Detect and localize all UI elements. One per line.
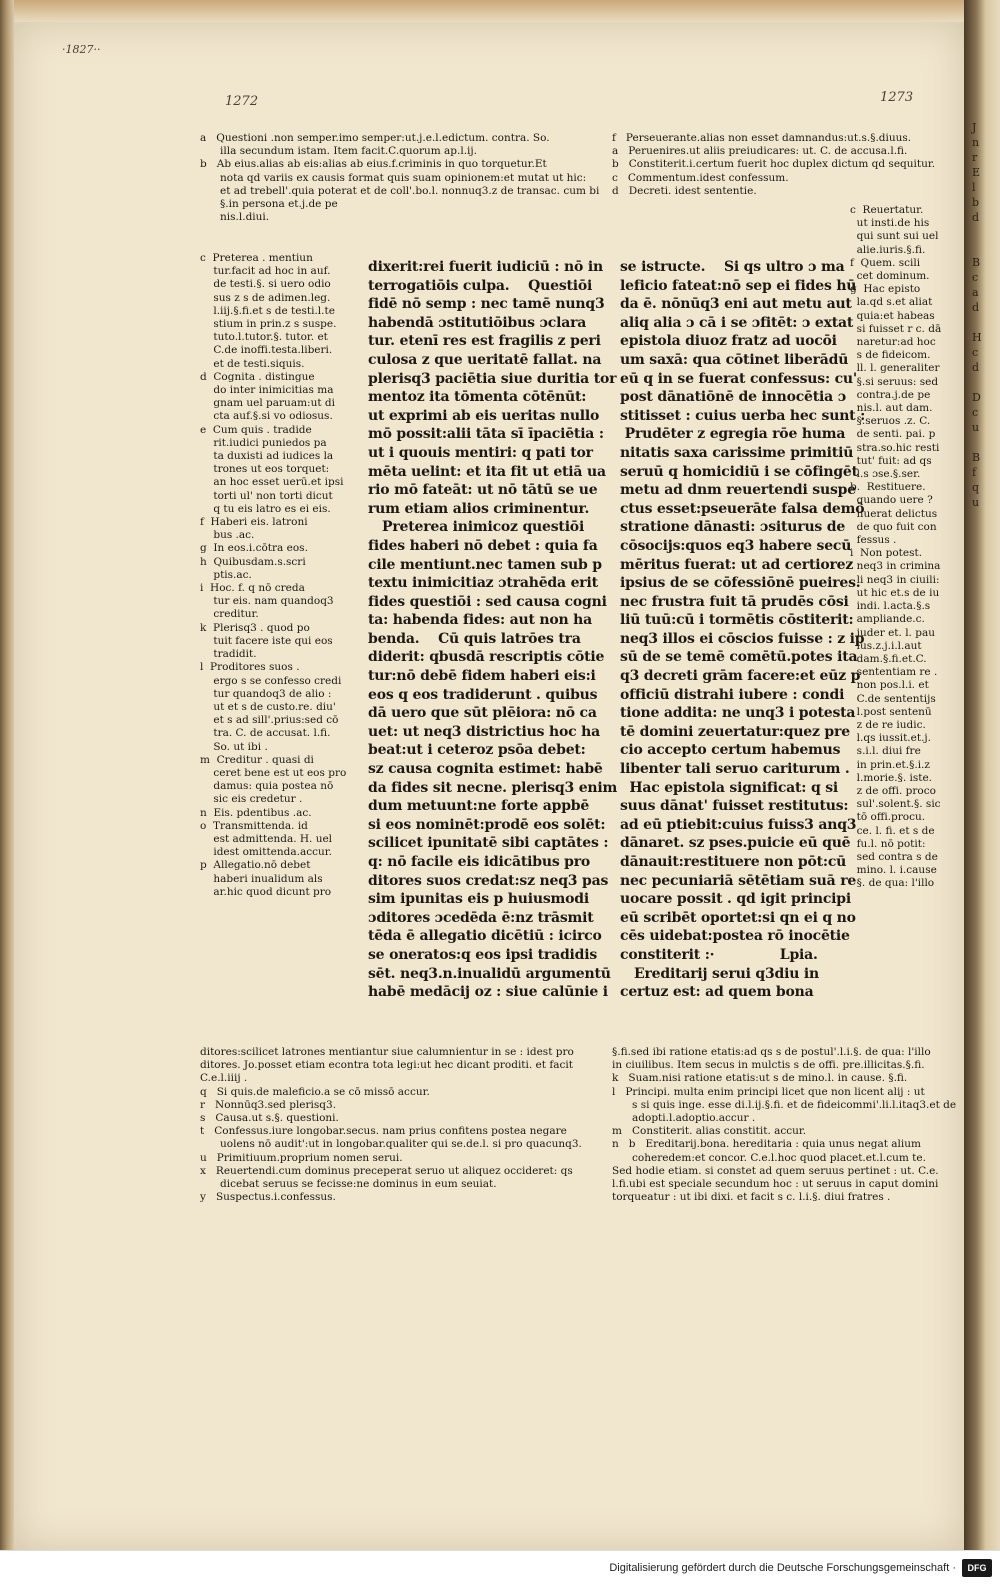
book-top-edge <box>14 0 974 22</box>
gloss-left-column: c Preterea . mentiun tur.facit ad hoc in auf. de testi.§. si uero odio sus z s de adimen.leg. l.iij.§.fi.et s de testi.l.te stium in prin.z s suspe. tuto.l.tutor.§. tutor. et C.de inoffi.testa.liberi. et de testi.siquis. d Cognita . distingue do inter inimicitias ma gnam uel paruam:ut di cta auf.§.si vo odiosus. e Cum quis . tradide rit.iudici puniedos pa ta duxisti ad iudices la trones ut eos torquet: an hoc esset uerū.et ipsi torti ul' non torti dicut q tu eis latro es ei eis. f Haberi eis. latroni bus .ac. g In eos.i.cōtra eos. h Quibusdam.s.scri ptis.ac. i Hoc. f. q nō creda tur eis. nam quandoq3 creditur. k Plerisq3 . quod po tuit facere iste qui eos tradidit. l Proditores suos . ergo s se confesso credi tur quandoq3 de alio : ut et s de custo.re. diu' et s ad sill'.prius:sed cō tra. C. de accusat. l.fi. So. ut ibi . m Creditur . quasi di ceret bene est ut eos pro damus: quia postea nō sic eis credetur . n Eis. pdentibus .ac. o Transmittenda. id est admittenda. H. uel idest omittenda.accur. p Allegatio.nō debet haberi inualidum als ar.hic quod dicunt pro <box>200 252 347 898</box>
gloss-right-column: c Reuertatur. ut insti.de his qui sunt sui uel alie.iuris.§.fi. f Quem. scili cet dominum. g Hac episto la.qd s.et aliat quia:et habeas si fuisset r c. dā naretur:ad hoc s de fideicom. ll. l. generaliter §.si seruus: sed contra.j.de pe nis.l. aut dam. §.seruos .z. C. de senti. pai. p stra.so.hic resti tut' fuit: ad qs l.s ɔse.§.ser. b. Restituere. quando uere ? nuerat delictus de quo fuit con fessus . i Non potest. neq3 in crimina li neq3 in ciuili: ut hic et.s de iu indi. l.acta.§.s ampliande.c. iuder et. l. pau lus.z.j.i.l.aut dam.§.fi.et.C. sententiam re . non pos.l.i. et C.de sententijs l.post sentenū z de re iudic. l.qs iussit.et.j. s.i.l. diui fre in prin.et.§.i.z l.morie.§. iste. z de offi. proco sul'.solent.§. sic tō offi.procu. ce. l. fi. et s de fu.l. nō potit: sed contra s de mino. l. i.cause §. de qua: l'illo <box>850 204 942 890</box>
book-left-edge <box>0 0 14 1550</box>
spine-margin-text: J n r E l b d B c a d H c d D c u B f q u <box>972 121 982 509</box>
dfg-logo[interactable]: DFG <box>962 1559 992 1577</box>
footer-bar <box>0 1550 1000 1586</box>
gloss-top-right: f Perseuerante.alias non esset damnandus:ut.s.§.diuus. a Peruenires.ut aliis preiudicares: ut. C. de accusa.l.fi. b Constiterit.i.certum fuerit hoc duplex dictum qd sequitur. c Commentum.idest confessum. d Decreti. idest sententie. <box>612 132 936 197</box>
main-text-column-1: dixerit:rei fuerit iudiciū : nō in terrogatiōis culpa. Questiōi fidē nō semp : nec tamē nunq3 habendā ɔstitutiōibus ɔclara tur. etenī res est fragilis z peri culosa z que ueritatē fallat. na plerisq3 paciētia siue duritia tor mentoz ita tōmenta cōtēnūt: ut exprimi ab eis ueritas nullo mō possit:alii tāta sī īpaciētia : ut i quouis mentiri: q pati tor mēta uelint: et ita fit ut etiā ua rio mō fateāt: ut nō tātū se ue rum etiam alios criminentur. Preterea inimicoz questiōi fides haberi nō debet : quia fa cile mentiunt.nec tamen sub p textu inimicitiaz ɔtrahēda erit fides questiōi : sed causa cogni ta: habenda fides: aut non ha benda. Cū quis latrōes tra diderit: qbusdā rescriptis cōtie tur:nō debē fidem haberi eis:i eos q eos tradiderunt . quibus dā uero que sūt plēiora: nō ca uet: ut neq3 districtius hoc ha beat:ut i ceteroz psōa debet: sz causa cognita estimet: habē da fides sit necne. plerisq3 enim dum metuunt:ne forte appbē si eos nominēt:prodē eos solēt: scilicet ipunitatē sibi captātes : q: nō facile eis idicātibus pro ditores suos credat:sz neq3 pas sim ipunitas eis p huiusmodi ɔditores ɔcedēda ē:nz trāsmit tēda ē allegatio dicētiū : icirco se oneratos:q eos ipsi tradidis sēt. neq3.n.inualidū argumentū habē medācij oz : siue calūnie i <box>368 259 618 1001</box>
folio-right: 1273 <box>880 90 914 105</box>
main-text-column-2: se istructe. Si qs ultro ɔ ma leficio fateat:nō sep ei fides da ē. nōnūq3 eni aut metu aut aliq alia ɔ cā i se ɔfitēt: ɔ extat epistola diuoz fratz ad uocōi um saxā: qua cōtinet liberādū eū q in se fuerat confessus: post dānatiōnē de innocētia stitisset : cuius uerba hec sunt Prudēter z egregia rōe huma nitatis saxa carissime primitiū seruū q homicidiū i se cōfingēt metu ad dnm reuertendi suspe ctus esset:pseuerāte falsa stratione dānasti: ɔsiturus de cōsocijs:quos eq3 habere secū mēritus fuerat: ut ad certiorez ipsius de se cōfessiōnē pueires. nec frustra fuit tā prudēs cōsi liū tuū:cū i tormētis cōstiterit: neq3 illos ei cōscios fuisse : sū de se temē comētū.potes q3 decreti grām facere:et eūz officiū distrahi iubere : condi tione addita: ne unq3 i potesta tē domini zeuertatur:quez pre cio accepto certum habemus libenter tali seruo cariturum Hac epistola significat: q si suus dānat' fuisset restitutus: ad eū ptiebit:cuius fuiss3 anq3 dānaret. sz pses.puicie eū quē dānauit:restituere non pōt:cū nec pecuniariā sētētiam suā uocare possit . qd igit principi eū scribēt oportet:si qn ei q cēs uidebat:postea rō inocētie constiterit :· Lpia. Ereditarij serui q3diu in certuz est: ad quem bona <box>620 259 861 1001</box>
gloss-bottom-right: §.fi.sed ibi ratione etatis:ad qs s de postul'.l.i.§. de qua: l'illo in ciuilibus. Item secus in mulctis s de offi. pre.illicitas.§.fi. k Suam.nisi ratione etatis:ut s de mino.l. in cause. §.fi. l Principi. multa enim principi licet que non licent alij : ut s si quis inge. esse di.l.ij.§.fi. et de fideicommi'.li.l.itaq3.et de adopti.l.adoptio.accur . m Constiterit. alias constitit. accur. n b Ereditarij.bona. hereditaria : quia unus negat alium coheredem:et concor. C.e.l.hoc quod placet.et.l.cum te. Sed hodie etiam. si constet ad quem seruus pertinet : ut. C.e. l.fi.ubi est speciale secundum hoc : ut seruus in caput domini torqueatur : ut ibi dixi. et facit s c. l.i.§. diui fratres . <box>612 1046 957 1204</box>
gloss-top-left: a Questioni .non semper.imo semper:ut.j.e.l.edictum. contra. So. illa secundum istam. Item facit.C.quorum ap.l.ij. b Ab eius.alias ab eis:alias ab eius.f.criminis in quo torquetur.Et nota qd variis ex causis format quis suam opinionem:et mutat ut hic: et ad trebell'.quia poterat et de coll'.bo.l. nonnuq3.z de transac. cum bi §.in persona et.j.de pe nis.l.diui. <box>200 132 600 224</box>
folio-left: 1272 <box>225 94 259 109</box>
corner-mark: ·1827·· <box>62 43 101 56</box>
gloss-bottom-left: ditores:scilicet latrones mentiantur siue calumnientur in se : idest pro ditores. Jo.posset etiam econtra tota legi:ut hec dicant proditi. et facit C.e.l.iiij . q Si quis.de maleficio.a se cō missō accur. r Nonnūq3.sed plerisq3. s Causa.ut s.§. questioni. t Confessus.iure longobar.secus. nam prius confitens postea negare uolens nō audit':ut in longobar.qualiter qui se.de.l. si pro quacunq3. u Primitiuum.proprium nomen serui. x Reuertendi.cum dominus preceperat seruo ut aliquez occideret: qs dicebat seruus se fecisse:ne dominus in eum seuiat. y Suspectus.i.confessus. <box>200 1046 582 1204</box>
footer-credit: Digitalisierung gefördert durch die Deutsche Forschungsgemeinschaft · <box>609 1562 956 1574</box>
